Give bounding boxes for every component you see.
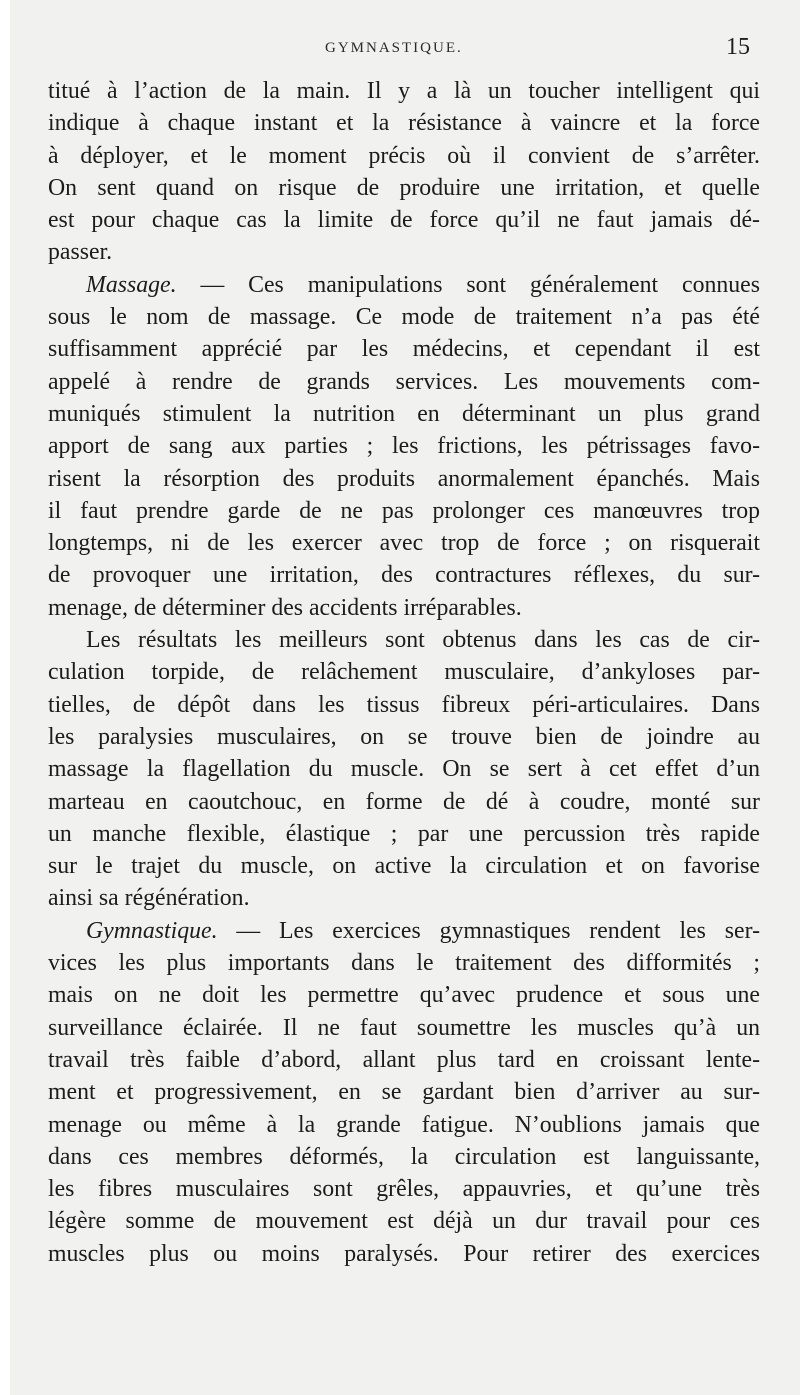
text-line: ainsi sa régénération. [48,885,250,912]
text-fragment: — Ces manipulations sont généralement connues [176,271,760,298]
text-line: menage ou même à la grande fatigue. N’oublions jamais que [48,1111,760,1138]
text-line: suffisamment apprécié par les médecins, et cependant il est [48,336,760,363]
body-text [48,75,760,1270]
text-line: passer. [48,239,113,266]
text-line: les paralysies musculaires, on se trouve bien de joindre au [48,723,760,750]
page-header [10,30,800,70]
text-line: les fibres musculaires sont grêles, appauvries, et qu’une très [48,1176,760,1203]
section-lead-gymnastique: Gymnastique. [86,917,218,944]
text-line: longtemps, ni de les exercer avec trop de force ; on risquerait [48,530,760,557]
text-line: ment et progressivement, en se gardant bien d’arriver au sur- [48,1079,760,1106]
text-line [48,915,760,947]
text-line: Les résultats les meilleurs sont obtenus dans les cas de cir- [86,627,760,654]
text-line: un manche flexible, élastique ; par une percussion très rapide [48,820,760,847]
text-line: apport de sang aux parties ; les frictions, les pétrissages favo- [48,433,760,460]
text-line: vices les plus importants dans le traitement des difformités ; [48,950,760,977]
text-line: massage la flagellation du muscle. On se sert à cet effet d’un [48,756,760,783]
text-line: muscles plus ou moins paralysés. Pour retirer des exercices [48,1240,760,1267]
section-lead-massage: Massage. [86,271,177,298]
text-line: menage, de déterminer des accidents irréparables. [48,594,522,621]
text-line: tielles, de dépôt dans les tissus fibreux péri-articulaires. Dans [48,691,760,718]
text-line: indique à chaque instant et la résistance à vaincre et la force [48,110,760,137]
paragraph-continuation [48,75,760,269]
text-line: On sent quand on risque de produire une irritation, et quelle [48,174,760,201]
text-line: mais on ne doit les permettre qu’avec prudence et sous une [48,982,760,1009]
page-number: 15 [726,34,750,60]
text-line: surveillance éclairée. Il ne faut soumettre les muscles qu’à un [48,1014,760,1041]
running-head: GYMNASTIQUE. [325,40,463,56]
text-line: titué à l’action de la main. Il y a là un toucher intelligent qui [48,78,760,104]
text-fragment: — Les exercices gymnastiques rendent les ser- [217,917,760,944]
text-line [48,269,760,301]
text-line: sur le trajet du muscle, on active la circulation et on favorise [48,853,760,880]
paragraph-massage [48,269,760,624]
text-line: il faut prendre garde de ne pas prolonger ces manœuvres trop [48,497,760,524]
text-line: risent la résorption des produits anormalement épanchés. Mais [48,465,760,492]
text-line: marteau en caoutchouc, en forme de dé à coudre, monté sur [48,788,760,815]
text-line: de provoquer une irritation, des contractures réflexes, du sur- [48,562,760,589]
text-line: appelé à rendre de grands services. Les mouvements com- [48,368,760,395]
text-line: culation torpide, de relâchement musculaire, d’ankyloses par- [48,659,760,686]
text-line: à déployer, et le moment précis où il convient de s’arrêter. [48,142,760,169]
text-line: sous le nom de massage. Ce mode de traitement n’a pas été [48,304,760,331]
paragraph-gymnastique [48,915,760,1270]
text-line: muniqués stimulent la nutrition en déterminant un plus grand [48,400,760,427]
text-line: est pour chaque cas la limite de force qu’il ne faut jamais dé- [48,207,760,234]
paragraph-results [48,624,760,915]
text-line: travail très faible d’abord, allant plus tard en croissant lente- [48,1046,760,1073]
text-line: légère somme de mouvement est déjà un dur travail pour ces [48,1208,760,1235]
text-line: dans ces membres déformés, la circulation est languissante, [48,1143,760,1170]
